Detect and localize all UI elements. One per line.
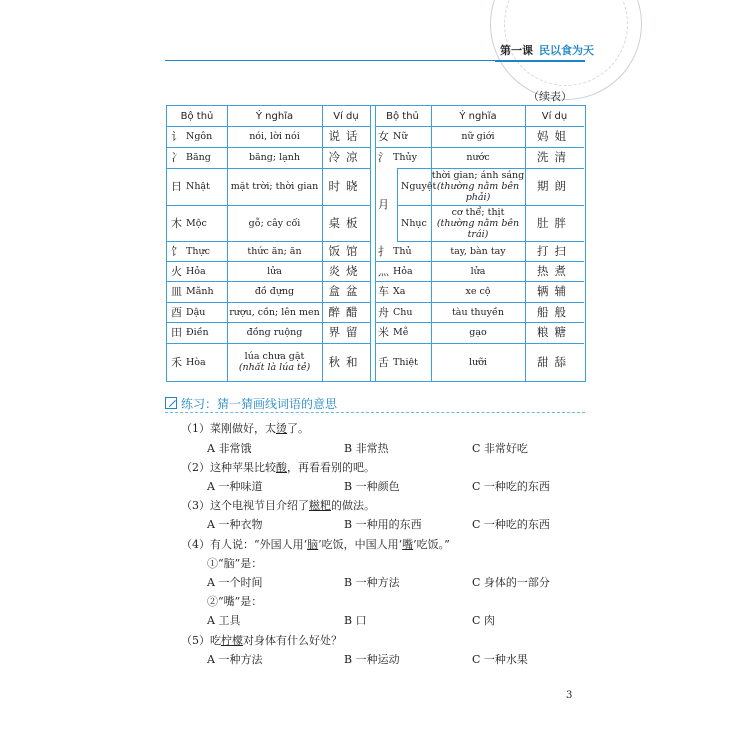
underlined-word: 柠檬	[221, 634, 243, 647]
example-cell: 洗清	[537, 150, 572, 164]
answer-option: B 口	[344, 614, 367, 627]
radical-glyph: 饣	[171, 244, 182, 258]
underlined-word: 糍粑	[309, 499, 331, 512]
radical-glyph: 冫	[171, 151, 182, 164]
radical-name: Hỏa	[393, 265, 413, 277]
question-number: （3）	[181, 499, 210, 512]
meaning-cell	[227, 126, 322, 147]
answer-option: A 一个时间	[207, 576, 263, 589]
radical-cell	[397, 205, 431, 241]
meaning-text: nước	[466, 152, 490, 163]
radical-name: Nữ	[393, 131, 408, 142]
meaning-text: tàu thuyền	[451, 306, 504, 318]
meaning-text: gạo	[469, 327, 487, 338]
example-cell: 甜舔	[537, 354, 572, 369]
radical-name: Thiệt	[393, 356, 418, 368]
table-header-cell: Ý nghĩa	[255, 110, 294, 122]
meaning-cell	[431, 205, 525, 241]
radical-name: Mãnh	[186, 286, 214, 297]
radical-cell	[374, 126, 431, 147]
example-cell: 醉醋	[328, 304, 364, 319]
meaning-cell	[431, 126, 525, 147]
meaning-cell	[227, 261, 322, 281]
meaning-text: tay, bàn tay	[450, 245, 506, 257]
radical-glyph: 皿	[171, 285, 182, 298]
question-text: 这个电视节目介绍了	[210, 499, 309, 512]
radical-cell	[167, 241, 227, 261]
lesson-title: 民以食为天	[539, 44, 594, 57]
radical-cell	[167, 126, 227, 147]
radical-glyph: 月	[378, 198, 389, 211]
radical-cell	[397, 168, 437, 205]
answer-option: C 一种吃的东西	[472, 518, 550, 531]
radical-cell	[374, 261, 431, 281]
question-text: 的做法。	[331, 499, 375, 512]
meaning-note: (thường nằm bên trái)	[436, 217, 520, 240]
answer-option: C 肉	[472, 614, 495, 627]
radical-name: Chu	[393, 306, 413, 318]
radical-cell	[167, 302, 227, 322]
example-cell: 界留	[328, 325, 364, 339]
radical-name: Hòa	[186, 356, 206, 368]
answer-option: C 身体的一部分	[472, 576, 550, 589]
meaning-cell	[431, 281, 525, 302]
radical-cell	[374, 147, 431, 168]
question-number: （5）	[181, 634, 210, 647]
table-header-cell: Ví dụ	[333, 110, 359, 122]
example-cell: 冷凉	[328, 150, 364, 164]
meaning-cell	[431, 261, 525, 281]
radical-cell	[167, 168, 227, 205]
radical-name: Dậu	[186, 306, 206, 318]
meaning-cell	[227, 147, 322, 168]
radical-cell	[374, 322, 431, 343]
meaning-text: thời gian; ánh sáng	[431, 170, 525, 181]
answer-option: C 一种水果	[472, 653, 528, 666]
radical-glyph: 田	[171, 326, 182, 339]
radical-glyph: 女	[378, 130, 389, 143]
question-text: 了。	[287, 422, 309, 435]
answer-option: C 一种吃的东西	[472, 480, 550, 493]
radical-glyph: 米	[378, 326, 389, 339]
radical-glyph: 灬	[378, 264, 389, 278]
question-number: （2）	[181, 461, 210, 474]
question-text: 菜刚做好，太	[210, 422, 276, 435]
radical-name: Xa	[393, 286, 406, 297]
question-stem	[181, 497, 375, 513]
radical-cell	[167, 205, 227, 241]
meaning-text: lửa	[470, 265, 486, 277]
meaning-text: đồng ruộng	[246, 327, 303, 338]
question-text: ’吃饭，中国人用‘	[318, 538, 403, 551]
question-stem	[181, 536, 450, 552]
answer-option: A 一种衣物	[207, 518, 263, 531]
example-cell: 盒盆	[328, 284, 364, 298]
question-text: ，再看看别的吧。	[287, 461, 375, 474]
meaning-cell	[227, 241, 322, 261]
running-header	[500, 42, 594, 58]
meaning-cell	[227, 281, 322, 302]
example-cell: 妈姐	[537, 129, 572, 143]
table-header-cell: Bộ thủ	[386, 110, 419, 122]
answer-option: B 一种用的东西	[344, 518, 422, 531]
radical-name: Điền	[186, 327, 209, 338]
radical-name: Mộc	[186, 217, 207, 229]
page-number: 3	[566, 690, 573, 701]
example-cell: 船般	[537, 304, 572, 319]
radical-name: Băng	[186, 152, 211, 163]
radical-glyph: 扌	[378, 244, 389, 258]
lesson-number: 第一课	[500, 44, 533, 57]
meaning-text: đồ đựng	[254, 286, 295, 297]
answer-option: A 工具	[207, 614, 241, 627]
radical-cell	[374, 168, 397, 241]
example-cell: 说话	[328, 129, 364, 143]
meaning-cell	[227, 302, 322, 322]
radical-glyph: 氵	[378, 151, 389, 164]
meaning-note: (nhất là lúa tẻ)	[238, 362, 311, 373]
meaning-text: băng; lạnh	[248, 152, 301, 163]
radical-cell	[374, 241, 431, 261]
header-rule-accent	[495, 60, 585, 62]
question-text: 吃	[210, 634, 221, 647]
question-text: 对身体有什么好处？	[243, 634, 342, 647]
radical-glyph: 木	[171, 216, 182, 230]
radical-name: Mễ	[393, 327, 409, 338]
radical-glyph: 火	[171, 264, 182, 278]
radical-glyph: 酉	[171, 305, 182, 319]
meaning-cell	[227, 322, 322, 343]
radical-glyph: 讠	[171, 130, 182, 143]
practice-divider	[165, 412, 585, 414]
radical-glyph: 舌	[378, 355, 389, 369]
answer-option: A 一种方法	[207, 653, 263, 666]
meaning-text: lưỡi	[469, 356, 487, 368]
answer-option: B 非常热	[344, 442, 389, 455]
example-cell: 饭馆	[328, 243, 364, 258]
table-header-cell: Bộ thủ	[180, 110, 214, 122]
question-stem	[181, 420, 309, 436]
meaning-text: nữ giới	[461, 131, 495, 142]
underlined-word: 嘴	[402, 538, 414, 551]
answer-option: A 非常饿	[207, 442, 252, 455]
meaning-text: rượu, cồn; lên men	[229, 306, 320, 318]
meaning-text: lúa chưa gặt	[244, 351, 305, 362]
question-number: （4）	[181, 538, 210, 551]
example-cell: 炎烧	[328, 263, 364, 278]
radical-name: Ngôn	[186, 131, 213, 142]
radical-name: Thủy	[393, 152, 417, 163]
answer-option: B 一种运动	[344, 653, 400, 666]
radical-glyph: 日	[171, 180, 182, 193]
meaning-cell	[227, 205, 322, 241]
practice-title: 练习：猜一猜画线词语的意思	[181, 397, 338, 411]
answer-option: C 非常好吃	[472, 442, 528, 455]
question-stem	[181, 632, 342, 648]
question-text: 这种苹果比较	[210, 461, 276, 474]
example-cell: 期朗	[537, 179, 572, 193]
meaning-cell	[227, 343, 322, 381]
example-cell: 秋和	[328, 354, 364, 369]
radical-cell	[374, 281, 431, 302]
underlined-word: 酸	[276, 461, 287, 474]
example-cell: 热煮	[537, 263, 572, 278]
question-text: 有人说：“外国人用‘	[210, 538, 308, 551]
radical-cell	[374, 343, 431, 381]
radical-glyph: 车	[378, 285, 389, 298]
meaning-cell	[431, 168, 525, 205]
meaning-text: cơ thể; thịt	[451, 206, 505, 218]
meaning-cell	[431, 241, 525, 261]
meaning-cell	[431, 147, 525, 168]
example-cell: 桌板	[328, 215, 364, 230]
example-cell: 肚胖	[537, 215, 572, 230]
example-cell: 粮糖	[537, 325, 572, 339]
meaning-text: mặt trời; thời gian	[230, 181, 319, 192]
example-cell: 打扫	[537, 243, 572, 258]
pencil-icon	[165, 397, 177, 409]
answer-option: B 一种方法	[344, 576, 400, 589]
radical-cell	[167, 147, 227, 168]
sub-question: ②“嘴”是：	[207, 595, 263, 608]
meaning-cell	[431, 302, 525, 322]
radical-name: Thực	[186, 245, 210, 257]
radical-cell	[167, 281, 227, 302]
meaning-text: lửa	[267, 265, 282, 277]
underlined-word: 烫	[276, 422, 287, 435]
sub-question: ①“脑”是：	[207, 557, 263, 570]
radical-cell	[167, 343, 227, 381]
meaning-text: thức ăn; ăn	[247, 245, 302, 257]
meaning-note: (thường nằm bên phải)	[436, 181, 520, 203]
underlined-word: 脑	[307, 538, 319, 551]
radical-glyph: 禾	[171, 355, 182, 369]
question-text: ’吃饭。”	[413, 538, 450, 551]
question-number: （1）	[181, 422, 210, 435]
radical-glyph: 舟	[378, 305, 389, 319]
meaning-cell	[227, 168, 322, 205]
meaning-cell	[431, 343, 525, 381]
radical-name: Nguyệt	[401, 181, 437, 192]
meaning-cell	[431, 322, 525, 343]
radical-name: Thủ	[393, 245, 412, 257]
radical-cell	[167, 322, 227, 343]
radical-cell	[167, 261, 227, 281]
radical-name: Nhục	[401, 217, 427, 229]
table-header-cell: Ví dụ	[541, 110, 568, 122]
meaning-text: gỗ; cây cối	[248, 217, 301, 229]
answer-option: B 一种颜色	[344, 480, 400, 493]
radical-name: Hỏa	[186, 265, 206, 277]
answer-option: A 一种味道	[207, 480, 263, 493]
table-header-cell: Ý nghĩa	[459, 110, 497, 122]
radical-name: Nhật	[186, 181, 210, 192]
example-cell: 辆辅	[537, 284, 572, 298]
example-cell: 时晓	[328, 179, 364, 193]
meaning-text: nói, lời nói	[249, 131, 300, 142]
meaning-text: xe cộ	[465, 286, 491, 297]
question-stem	[181, 459, 375, 475]
radicals-table	[166, 105, 586, 382]
table-continued-label: （续表）	[528, 90, 572, 103]
radical-cell	[374, 302, 431, 322]
